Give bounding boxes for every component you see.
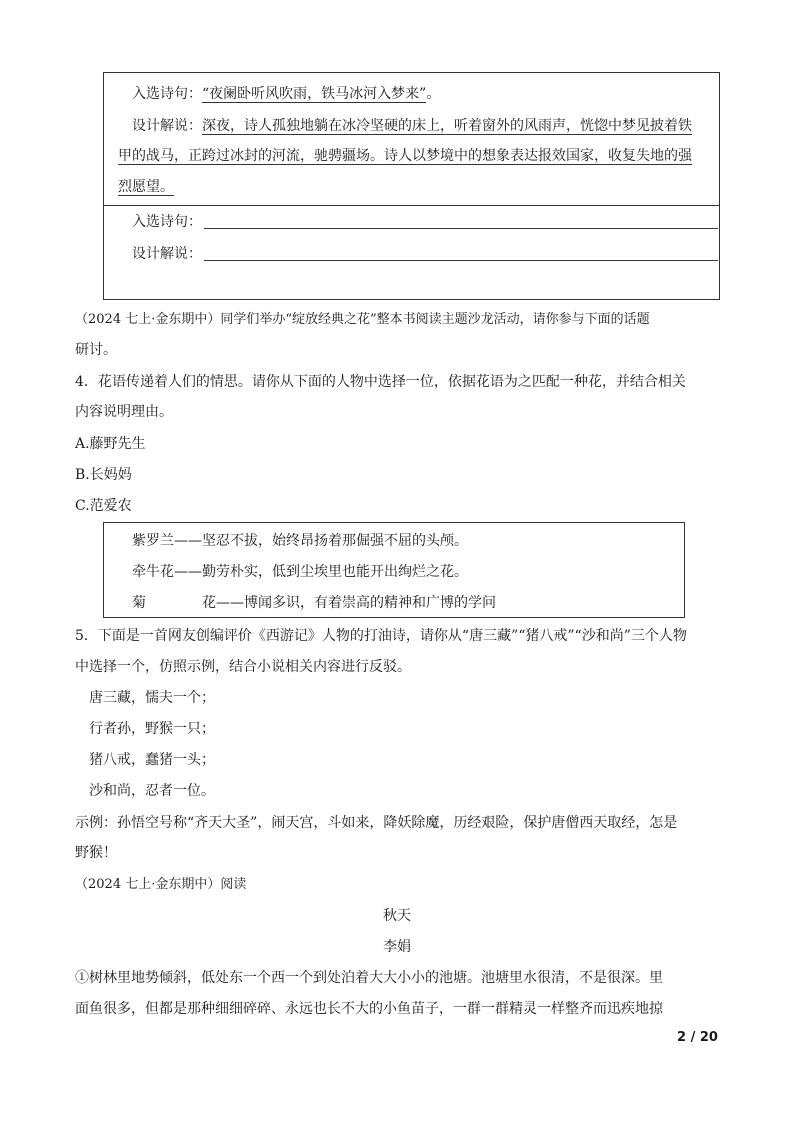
blank-design-line[interactable] <box>204 260 718 261</box>
poem-text: “夜阑卧听风吹雨，铁马冰河入梦来” <box>202 86 427 102</box>
q4-option-a: A.藤野先生 <box>75 436 146 452</box>
design-text-2: 甲的战马，正跨过冰封的河流，驰骋疆场。诗人以梦境中的想象表达报效国家，收复失地的强 <box>118 148 692 164</box>
flower-morning-glory: 牵牛花——勤劳朴实，低到尘埃里也能开出绚烂之花。 <box>132 564 468 580</box>
para1-line-1: ①树林里地势倾斜，低处东一个西一个到处泊着大大小小的池塘。池塘里水很清，不是很深。里 <box>75 970 663 986</box>
example-design-line-2 <box>118 146 692 166</box>
flower-chrysanthemum: 菊 花——博闻多识，有着崇高的精神和广博的学问 <box>132 595 496 611</box>
reading-intro: （2024 七上·金东期中）阅读 <box>75 877 247 892</box>
intro-line-1: （2024 七上·金东期中）同学们举办“绽放经典之花”整本书阅读主题沙龙活动，请你参与下面的话题 <box>75 312 650 327</box>
poem-line-4: 沙和尚，忍者一位。 <box>89 783 215 799</box>
q5-line-1: 5．下面是一首网友创编评价《西游记》人物的打油诗，请你从“唐三藏”“猪八戒”“沙和尚”三个人物 <box>75 628 687 644</box>
poem-label: 入选诗句： <box>132 86 202 102</box>
q4-option-b: B.长妈妈 <box>75 467 132 483</box>
answer-box <box>103 72 720 300</box>
poem-line-3: 猪八戒，蠢猪一头； <box>89 752 215 768</box>
blank-poem-label: 入选诗句： <box>132 214 202 230</box>
example-line-1: 示例：孙悟空号称“齐天大圣”，闹天宫，斗如来，降妖除魔，历经艰险，保护唐僧西天取经，怎是 <box>75 815 678 831</box>
example-line-2: 野猴！ <box>75 845 117 861</box>
q4-option-c: C.范爱农 <box>75 498 132 514</box>
example-design-line-3 <box>118 177 174 197</box>
design-label: 设计解说： <box>132 118 202 134</box>
reading-title: 秋天 <box>383 908 411 924</box>
blank-design-label: 设计解说： <box>132 246 202 262</box>
intro-line-2: 研讨。 <box>75 342 117 358</box>
blank-poem-line[interactable] <box>204 228 718 229</box>
flower-violet: 紫罗兰——坚忍不拔，始终昂扬着那倔强不屈的头颅。 <box>132 533 468 549</box>
poem-line-2: 行者孙，野猴一只； <box>89 721 215 737</box>
page-number: 2 / 20 <box>677 1030 718 1045</box>
poem-line-1: 唐三藏，懦夫一个； <box>89 690 215 706</box>
design-text-1: 深夜，诗人孤独地躺在冰冷坚硬的床上，听着窗外的风雨声，恍惚中梦见披着铁 <box>202 118 692 134</box>
design-text-3: 烈愿望。 <box>118 179 174 195</box>
q4-line-2: 内容说明理由。 <box>75 404 173 420</box>
q4-line-1: 4．花语传递着人们的情思。请你从下面的人物中选择一位，依据花语为之匹配一种花，并结合相关 <box>75 374 686 390</box>
reading-author: 李娟 <box>383 939 411 955</box>
example-poem-line: 入选诗句：“夜阑卧听风吹雨，铁马冰河入梦来”。 <box>132 86 441 102</box>
para1-line-2: 面鱼很多，但都是那种细细碎碎、永远也长不大的小鱼苗子，一群一群精灵一样整齐而迅疾地掠 <box>75 1001 663 1017</box>
q5-line-2: 中选择一个，仿照示例，结合小说相关内容进行反驳。 <box>75 659 411 675</box>
example-design-line-1 <box>132 116 692 136</box>
answer-box-divider <box>103 205 720 206</box>
